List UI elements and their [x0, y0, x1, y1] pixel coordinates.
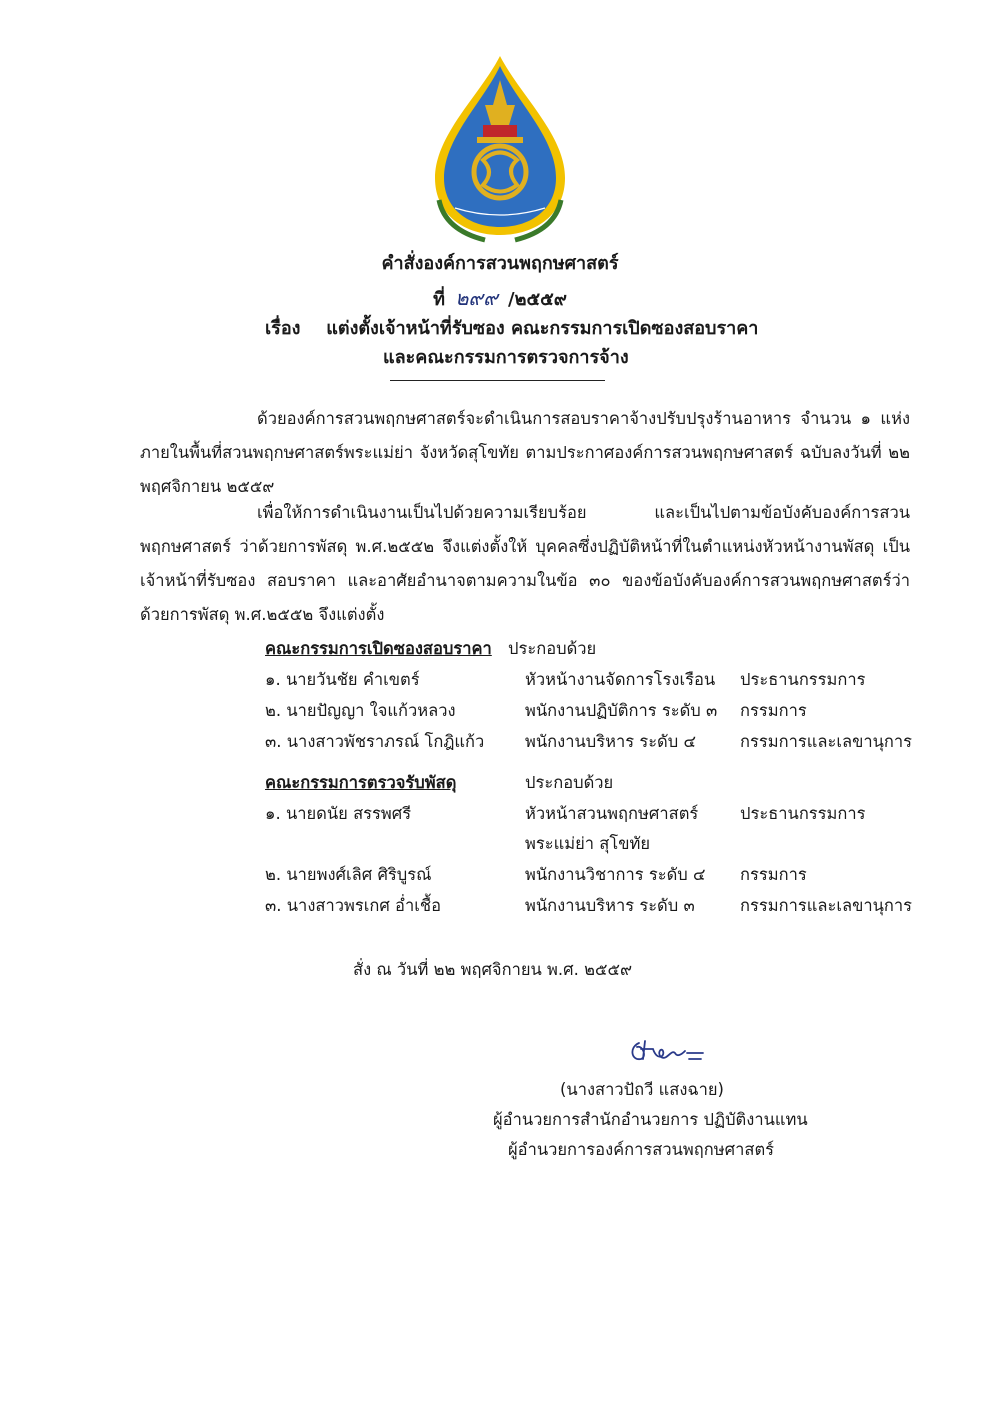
member-name: ๑. นายวันชัย คำเขตร์ — [265, 670, 420, 689]
member-position: พนักงานบริหาร ระดับ ๓ — [525, 896, 695, 915]
subject-text-1: แต่งตั้งเจ้าหน้าที่รับซอง คณะกรรมการเปิดซองสอบราคา — [326, 318, 759, 339]
committee-inspect-heading: คณะกรรมการตรวจรับพัสดุ — [265, 773, 457, 792]
subject-label: เรื่อง — [265, 318, 301, 339]
divider — [390, 380, 605, 381]
committee-open-suffix: ประกอบด้วย — [508, 639, 597, 658]
number-year: /๒๕๕๙ — [508, 289, 567, 310]
member-role: ประธานกรรมการ — [740, 670, 866, 689]
handwritten-signature — [627, 1035, 707, 1071]
member-position: หัวหน้าสวนพฤกษศาสตร์ — [525, 804, 699, 823]
order-title: คำสั่งองค์การสวนพฤกษศาสตร์ — [381, 253, 619, 274]
committee-open-heading: คณะกรรมการเปิดซองสอบราคา — [265, 639, 492, 658]
member-name: ๓. นางสาวพรเกศ อ่ำเชื้อ — [265, 896, 441, 915]
member-position: หัวหน้างานจัดการโรงเรือน — [525, 670, 716, 689]
paragraph-1: ด้วยองค์การสวนพฤกษศาสตร์จะดำเนินการสอบราคาจ้างปรับปรุงร้านอาหาร จำนวน ๑ แห่ง ภายในพื้นที่สวนพฤกษศาสตร์พระแม่ย่า จังหวัดสุโขทัย ตามประกาศองค์การสวนพฤกษศาสตร์ ฉบับลงวันที่ ๒๒ พฤศจิกายน ๒๕๕๙ — [140, 409, 910, 496]
committee-inspect-suffix: ประกอบด้วย — [525, 773, 614, 792]
number-prefix: ที่ — [433, 289, 445, 310]
member-role: กรรมการและเลขานุการ — [740, 896, 913, 915]
member-name: ๒. นายพงศ์เลิศ ศิริบูรณ์ — [265, 865, 432, 884]
member-role: กรรมการ — [740, 701, 807, 720]
subject-text-2: และคณะกรรมการตรวจการจ้าง — [383, 347, 629, 368]
member-position-cont: พระแม่ย่า สุโขทัย — [525, 834, 651, 853]
member-role: กรรมการและเลขานุการ — [740, 732, 913, 751]
signer-title-2: ผู้อำนวยการองค์การสวนพฤกษศาสตร์ — [508, 1140, 775, 1159]
member-role: กรรมการ — [740, 865, 807, 884]
signer-name: (นางสาวปัถวี แสงฉาย) — [560, 1080, 724, 1099]
signer-title-1: ผู้อำนวยการสำนักอำนวยการ ปฏิบัติงานแทน — [493, 1110, 808, 1129]
member-name: ๒. นายปัญญา ใจแก้วหลวง — [265, 701, 456, 720]
member-position: พนักงานปฏิบัติการ ระดับ ๓ — [525, 701, 718, 720]
subject-line — [265, 313, 758, 342]
order-date: สั่ง ณ วันที่ ๒๒ พฤศจิกายน พ.ศ. ๒๕๕๙ — [353, 960, 633, 979]
member-role: ประธานกรรมการ — [740, 804, 866, 823]
member-position: พนักงานวิชาการ ระดับ ๔ — [525, 865, 706, 884]
member-name: ๓. นางสาวพัชราภรณ์ โกฎิแก้ว — [265, 732, 485, 751]
botanical-garden-logo — [425, 50, 575, 245]
member-name: ๑. นายดนัย สรรพศรี — [265, 804, 412, 823]
paragraph-2: เพื่อให้การดำเนินงานเป็นไปด้วยความเรียบร้อย และเป็นไปตามข้อบังคับองค์การสวนพฤกษศาสตร์ ว่าด้วยการพัสดุ พ.ศ.๒๕๕๒ จึงแต่งตั้งให้ บุคคลซึ่งปฏิบัติหน้าที่ในตำแหน่งหัวหน้างานพัสดุ เป็นเจ้าหน้าที่รับซอง สอบราคา และอาศัยอำนาจตามความในข้อ ๓๐ ของข้อบังคับองค์การสวนพฤกษศาสตร์ว่าด้วยการพัสดุ พ.ศ.๒๕๕๒ จึงแต่งตั้ง — [140, 503, 910, 624]
handwritten-number: ๒๙๙ — [455, 286, 498, 310]
member-position: พนักงานบริหาร ระดับ ๔ — [525, 732, 696, 751]
order-number — [0, 282, 1000, 314]
